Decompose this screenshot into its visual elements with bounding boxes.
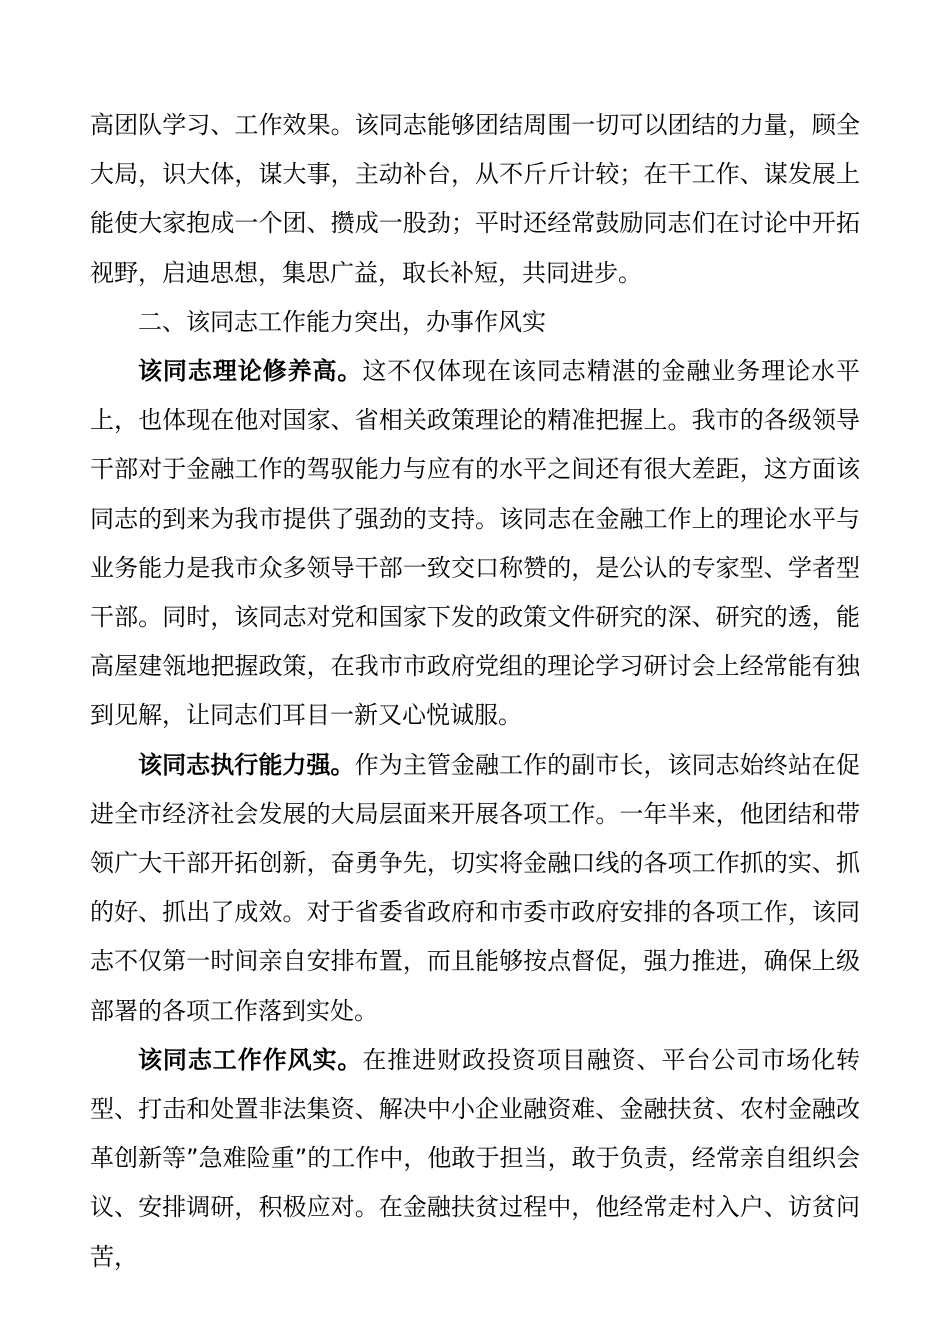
paragraph-text: 这不仅体现在该同志精湛的金融业务理论水平上，也体现在他对国家、省相关政策理论的精准把握上。我市的各级领导干部对于金融工作的驾驭能力与应有的水平之间还有很大差距，这方面该同志的到来为我市提供了强劲的支持。该同志在金融工作上的理论水平与业务能力是我市众多领导干部一致交口称赞的，是公认的专家型、学者型干部。同时，该同志对党和国家下发的政策文件研究的深、研究的透，能高屋建瓴地把握政策，在我市市政府党组的理论学习研讨会上经常能有独到见解，让同志们耳目一新又心悦诚服。 xyxy=(90,357,861,730)
document-page xyxy=(90,101,860,1282)
paragraph-text: 作为主管金融工作的副市长，该同志始终站在促进全市经济社会发展的大局层面来开展各项工作。一年半来，他团结和带领广大干部开拓创新，奋勇争先，切实将金融口线的各项工作抓的实、抓的好、抓出了成效。对于省委省政府和市委市政府安排的各项工作，该同志不仅第一时间亲自安排布置，而且能够按点督促，强力推进，确保上级部署的各项工作落到实处。 xyxy=(90,750,861,1025)
paragraph-team-effect xyxy=(90,101,860,298)
section-heading-work-ability xyxy=(90,298,860,347)
paragraph-theory xyxy=(90,347,860,741)
paragraph-execution xyxy=(90,741,860,1036)
paragraph-lead-work-style: 该同志工作作风实。 xyxy=(138,1045,363,1074)
paragraph-text: 在推进财政投资项目融资、平台公司市场化转型、打击和处置非法集资、解决中小企业融资难、金融扶贫、农村金融改革创新等”急难险重”的工作中，他敢于担当，敢于负责，经常亲自组织会议、安排调研，积极应对。在金融扶贫过程中，他经常走村入户、访贫问苦， xyxy=(90,1045,861,1271)
paragraph-lead-theory: 该同志理论修养高。 xyxy=(138,357,363,386)
section-heading-text: 二、该同志工作能力突出，办事作风实 xyxy=(138,307,546,336)
paragraph-work-style xyxy=(90,1036,860,1282)
paragraph-text: 高团队学习、工作效果。该同志能够团结周围一切可以团结的力量，顾全大局，识大体，谋大事，主动补台，从不斤斤计较；在干工作、谋发展上能使大家抱成一个团、攒成一股劲；平时还经常鼓励同志们在讨论中开拓视野，启迪思想，集思广益，取长补短，共同进步。 xyxy=(90,111,860,287)
paragraph-lead-execution: 该同志执行能力强。 xyxy=(138,750,355,779)
